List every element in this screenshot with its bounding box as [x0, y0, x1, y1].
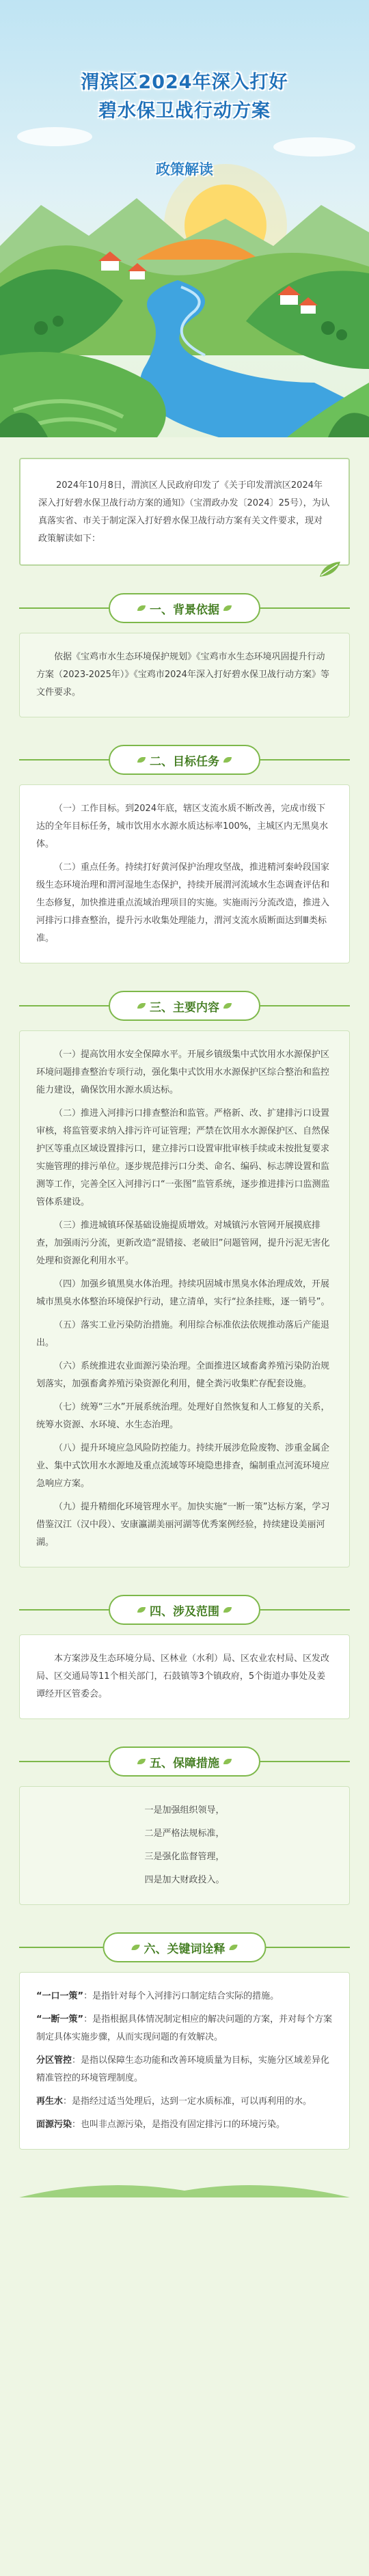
paragraph: （一）工作目标。到2024年底，辖区支流水质不断改善，完成市级下达的全年目标任务，城市饮用水水源水质达标率100%，主城区内无黑臭水体。: [36, 804, 329, 849]
leaf-icon: [223, 757, 232, 763]
leaf-icon: [223, 1003, 232, 1009]
hero-banner: [0, 0, 369, 437]
leaf-icon: [137, 1003, 146, 1009]
list-item: 一是加强组织领导，: [144, 1805, 225, 1815]
section-safeguards: [19, 1746, 350, 1905]
landscape-illustration: [0, 0, 369, 437]
leaf-icon: [137, 757, 146, 763]
paragraph: （三）推进城镇环保基础设施提质增效。对城镇污水管网开展摸底排查，加强雨污分流，更新改造“混错接、老破旧”问题管网，提升污泥无害化处理和资源化利用水平。: [36, 1220, 330, 1266]
leaf-icon: [132, 1945, 140, 1950]
paragraph: 依据《宝鸡市水生态环境保护规划》《宝鸡市水生态环境巩固提升行动方案（2023-2025年）》《宝鸡市2024年深入打好碧水保卫战行动方案》等文件要求。: [36, 652, 329, 698]
section-scope: [19, 1595, 350, 1719]
leaf-icon: [223, 605, 232, 611]
section-title: 三、主要内容: [109, 991, 260, 1021]
leaf-icon: [223, 1759, 232, 1764]
leaf-icon: [223, 1607, 232, 1613]
leaf-icon: [317, 559, 344, 579]
section-title: 五、保障措施: [109, 1746, 260, 1777]
section-title: 四、涉及范围: [109, 1595, 260, 1625]
intro-box: [19, 458, 350, 566]
paragraph: （六）系统推进农业面源污染治理。全面推进区域畜禽养殖污染防治规划落实，加强畜禽养殖污染资源化利用，健全粪污收集贮存配套设施。: [36, 1361, 330, 1389]
section-title: 一、背景依据: [109, 593, 260, 623]
glossary-item: “一断一策”：是指根据具体情况制定相应的解决问题的方案，并对每个方案制定具体实施步骤，从而实现问题的有效解决。: [36, 2014, 333, 2042]
section-goals: [19, 745, 350, 963]
list-item: 二是严格法规标准，: [144, 1828, 225, 1839]
paragraph: （五）落实工业污染防治措施。利用综合标准依法依规推动落后产能退出。: [36, 1320, 330, 1348]
paragraph: 本方案涉及生态环境分局、区林业（水利）局、区农业农村局、区发改局、区交通局等11个相关部门，石鼓镇等3个镇政府，5个街道办事处及姜谭经开区管委会。: [36, 1654, 330, 1699]
list-item: 三是强化监督管理，: [144, 1852, 225, 1862]
intro-paragraph: 2024年10月8日，渭滨区人民政府印发了《关于印发渭滨区2024年深入打好碧水保卫战行动方案的通知》（宝渭政办发〔2024〕25号），为认真落实省、市关于制定深入打好碧水保卫战行动方案有关文件要求，现对政策解读如下：: [38, 480, 330, 544]
hero-title-line1: 渭滨区2024年深入打好: [81, 72, 288, 93]
leaf-icon: [137, 1759, 146, 1764]
paragraph: （二）重点任务。持续打好黄河保护治理攻坚战，推进精河秦岭段国家级生态环境治理和渭河湿地生态保护，持续开展渭河流域水生态调查评估和生态修复，加快推进重点流域治理项目的实施。实施雨污分流改造，推进入河排污口排查整治，提升污水收集处理能力，渭河支流水质断面达到Ⅲ类标准。: [36, 862, 330, 944]
paragraph: （七）统筹“三水”开展系统治理。处理好自然恢复和人工修复的关系，统筹水资源、水环境、水生态治理。: [36, 1402, 330, 1430]
section-glossary: [19, 1932, 350, 2150]
section-title: 二、目标任务: [109, 745, 260, 775]
list-item: 四是加大财政投入。: [144, 1875, 225, 1885]
glossary-item: 再生水：是指经过适当处理后，达到一定水质标准，可以再利用的水。: [36, 2096, 312, 2107]
glossary-item: “一口一策”：是指针对每个入河排污口制定结合实际的措施。: [36, 1991, 279, 2001]
document-content: [0, 458, 369, 2228]
section-title: 六、关键词诠释: [103, 1932, 266, 1962]
leaf-icon: [137, 1607, 146, 1613]
hero-title-line2: 碧水保卫战行动方案: [98, 100, 271, 122]
hero-subtitle: 政策解读: [156, 161, 213, 178]
footer-grass-decoration: [19, 2170, 350, 2197]
section-background: [19, 593, 350, 717]
paragraph: （九）提升精细化环境管理水平。加快实施“一断一策”达标方案，学习借鉴汉江（汉中段）、安康瀛湖美丽河湖等优秀案例经验，持续建设美丽河湖。: [36, 1502, 330, 1548]
leaf-icon: [230, 1945, 238, 1950]
paragraph: （四）加强乡镇黑臭水体治理。持续巩固城市黑臭水体治理成效，开展城市黑臭水体整治环境保护行动，建立清单，实行“拉条挂账，逐一销号”。: [36, 1279, 330, 1307]
glossary-item: 面源污染：也叫非点源污染，是指没有固定排污口的环境污染。: [36, 2120, 286, 2130]
paragraph: （一）提高饮用水安全保障水平。开展乡镇级集中式饮用水水源保护区环境问题排查整治专项行动，强化集中式饮用水水源保护区综合整治和监控能力建设，确保饮用水源水质达标。: [36, 1050, 330, 1095]
paragraph: （八）提升环境应急风险防控能力。持续开展涉危险废物、涉重金属企业、集中式饮用水水源地及重点流域等环境隐患排查，编制重点河流环境应急响应方案。: [36, 1443, 330, 1489]
leaf-icon: [137, 605, 146, 611]
section-main-content: [19, 991, 350, 1567]
paragraph: （二）推进入河排污口排查整治和监管。严格新、改、扩建排污口设置审核，将监管要求纳入排污许可证管理；严禁在饮用水水源保护区、自然保护区等重点区域设置排污口，建立排污口设置审批审核手续或未按批复要求实施管理的排污单位。逐步规范排污口分类、命名、编码、标志牌设置和监测等工作，完善全区入河排污口“一张图”监管系统，逐步推进排污口监测监管体系建设。: [36, 1108, 330, 1207]
glossary-item: 分区管控：是指以保障生态功能和改善环境质量为目标，实施分区域差异化精准管控的环境管理制度。: [36, 2055, 330, 2083]
